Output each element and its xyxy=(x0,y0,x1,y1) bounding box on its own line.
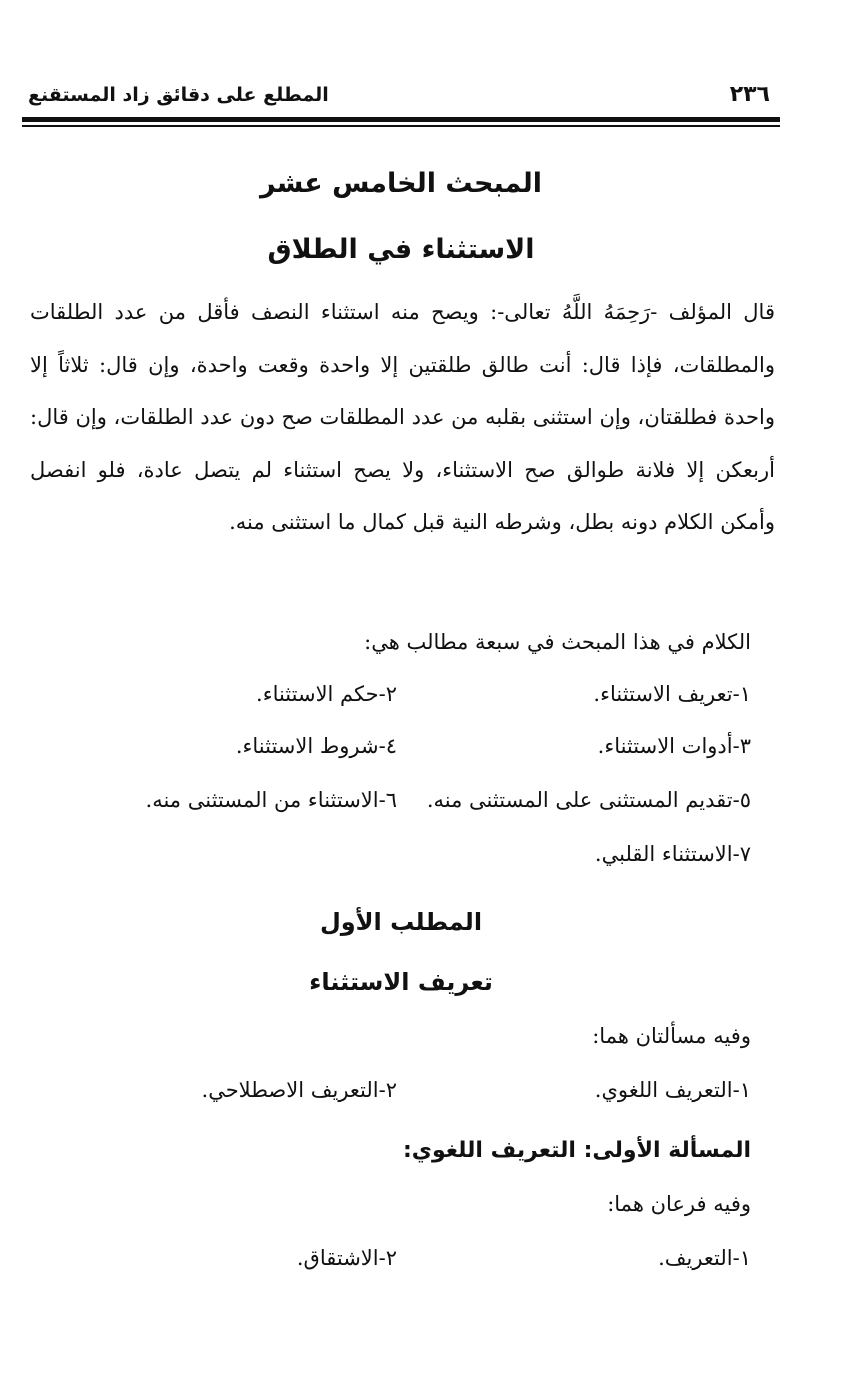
header-rule-thin xyxy=(22,125,780,127)
first-topic-item-2: ٢-التعريف الاصطلاحي. xyxy=(201,1078,397,1102)
running-title: المطلع على دقائق زاد المستقنع xyxy=(28,84,329,106)
first-issue-title: المسألة الأولى: التعريف اللغوي: xyxy=(403,1138,751,1163)
topic-item-6: ٦-الاستثناء من المستثنى منه. xyxy=(145,788,397,812)
topic-item-2: ٢-حكم الاستثناء. xyxy=(256,682,397,706)
topics-intro: الكلام في هذا المبحث في سبعة مطالب هي: xyxy=(364,630,751,654)
first-issue-item-1: ١-التعريف. xyxy=(658,1246,751,1270)
page-header xyxy=(22,82,780,112)
topic-item-3: ٣-أدوات الاستثناء. xyxy=(597,734,751,758)
first-topic-intro: وفيه مسألتان هما: xyxy=(592,1024,751,1048)
topic-item-4: ٤-شروط الاستثناء. xyxy=(235,734,397,758)
first-topic-title: المطلب الأول xyxy=(319,908,483,936)
first-issue-intro: وفيه فرعان هما: xyxy=(607,1192,751,1216)
intro-paragraph: قال المؤلف -رَحِمَهُ اللَّهُ تعالى-: ويصح منه استثناء النصف فأقل من عدد الطلقات والمطلقات، فإذا قال: أنت طالق طلقتين إلا واحدة وقعت واحدة، وإن قال: ثلاثاً إلا واحدة فطلقتان، وإن استثنى بقلبه من عدد المطلقات صح دون عدد الطلقات، وإن قال: أربعكن إلا فلانة طوالق صح الاستثناء، ولا يصح استثناء لم يتصل عادة، فلو انفصل وأمكن الكلام دونه بطل، وشرطه النية قبل كمال ما استثنى منه. xyxy=(30,300,775,534)
section-subtitle: الاستثناء في الطلاق xyxy=(267,234,535,265)
first-issue-item-2: ٢-الاشتقاق. xyxy=(296,1246,397,1270)
topic-item-1: ١-تعريف الاستثناء. xyxy=(593,682,751,706)
topic-item-7: ٧-الاستثناء القلبي. xyxy=(594,842,751,866)
section-title: المبحث الخامس عشر xyxy=(260,168,542,199)
first-topic-item-1: ١-التعريف اللغوي. xyxy=(594,1078,751,1102)
first-topic-subtitle: تعريف الاستثناء xyxy=(309,968,493,996)
header-rule-thick xyxy=(22,117,780,122)
topic-item-5: ٥-تقديم المستثنى على المستثنى منه. xyxy=(426,788,751,812)
page-number: ٢٣٦ xyxy=(729,82,770,107)
